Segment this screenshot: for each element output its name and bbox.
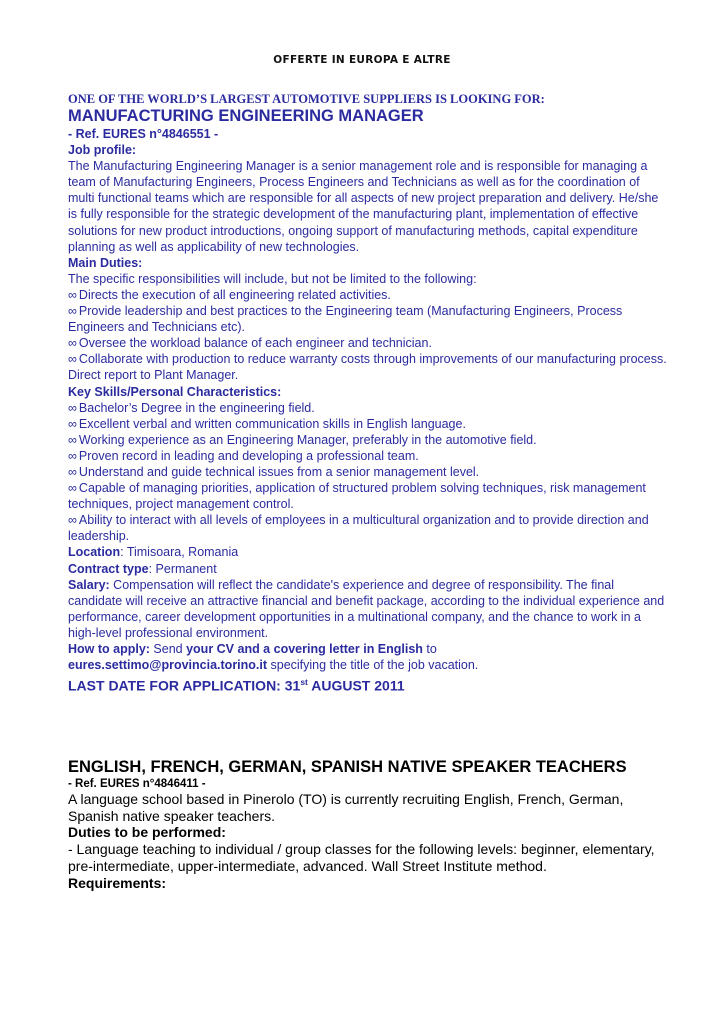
location-value: : Timisoara, Romania [120,545,239,560]
contract-value: : Permanent [148,561,217,576]
skill-item: ∞ Capable of managing priorities, application of structured problem solving techniques, risk management techniques, project management control. [68,480,668,512]
job-ref: - Ref. EURES n°4846551 - [68,127,219,141]
last-date-suffix: AUGUST 2011 [307,677,405,694]
job2-intro: A language school based in Pinerolo (TO) is currently recruiting English, French, German, Spanish native speaker teachers. [68,791,624,824]
apply-email-link[interactable]: eures.settimo@provincia.torino.it [68,658,268,673]
salary-label: Salary: [68,577,110,592]
apply-tail: specifying the title of the job vacation. [267,658,479,673]
contract-label: Contract type [68,561,149,576]
skill-item: ∞ Bachelor’s Degree in the engineering field. [68,400,668,416]
job-intro: ONE OF THE WORLD’S LARGEST AUTOMOTIVE SUPPLIERS IS LOOKING FOR: [68,92,545,106]
duties-intro: The specific responsibilities will include, but not be limited to the following: [68,271,477,286]
job2-title: ENGLISH, FRENCH, GERMAN, SPANISH NATIVE SPEAKER TEACHERS [68,758,627,776]
job-listing-manufacturing-manager [68,92,668,695]
location-line [68,544,668,560]
salary-text: Compensation will reflect the candidate's experience and degree of responsibility. The final candidate will receive an attractive financial and benefit package, according to the individual experience and performance, career development opportunities in a multinational company, and the chance to work in a high-level professional environment. [68,577,665,640]
job2-duties-text: - Language teaching to individual / group classes for the following levels: beginner, elementary, pre-intermediate, upper-intermediate, advanced. Wall Street Institute method. [68,841,655,874]
job2-duties-heading: Duties to be performed: [68,824,226,841]
last-date-line [68,673,668,695]
skills-heading: Key Skills/Personal Characteristics: [68,384,282,399]
job2-ref: - Ref. EURES n°4846411 - [68,778,206,790]
duty-item: ∞ Provide leadership and best practices to the Engineering team (Manufacturing Engineers, Process Engineers and Technicians etc). [68,303,668,335]
duty-item: ∞ Collaborate with production to reduce warranty costs through improvements of our manufacturing process. [68,351,668,367]
apply-docs: your CV and a covering letter in English [186,642,423,656]
last-date-prefix: LAST DATE FOR APPLICATION: 31 [68,677,301,694]
skill-item: ∞ Understand and guide technical issues from a senior management level. [68,464,668,480]
apply-to: to [422,642,437,656]
skill-item: ∞ Proven record in leading and developing a professional team. [68,448,668,464]
location-label: Location [68,545,121,560]
profile-heading: Job profile: [68,143,137,158]
contract-line [68,561,668,577]
duty-item: ∞ Directs the execution of all engineering related activities. [68,287,668,303]
job-title: MANUFACTURING ENGINEERING MANAGER [68,107,424,125]
apply-send: Send [149,642,187,656]
last-date-sup: st [300,677,308,688]
skill-item: ∞ Ability to interact with all levels of employees in a multicultural organization and to provide direction and leadership. [68,512,668,544]
report-line: Direct report to Plant Manager. [68,368,239,383]
page-header: OFFERTE IN EUROPA E ALTRE [273,54,451,66]
salary-paragraph [68,577,668,641]
apply-paragraph [68,641,668,673]
skill-item: ∞ Excellent verbal and written communication skills in English language. [68,416,668,432]
job2-requirements-heading: Requirements: [68,874,167,891]
job-listing-language-teachers [68,757,668,891]
duties-heading: Main Duties: [68,255,143,270]
skill-item: ∞ Working experience as an Engineering Manager, preferably in the automotive field. [68,432,668,448]
duty-item: ∞ Oversee the workload balance of each engineer and technician. [68,335,668,351]
profile-text: The Manufacturing Engineering Manager is a senior management role and is responsible for managing a team of Manufacturing Engineers, Process Engineers and Technicians as well as for the coordination of multi functional teams which are responsible for all aspects of new project preparation and delivery. He/she is fully responsible for the strategic development of the manufacturing plant, implementation of effective solutions for new product introductions, ongoing support of manufacturing methods, capital expenditure planning as well as applicability of new technologies. [68,159,659,254]
apply-label: How to apply: [68,642,150,656]
